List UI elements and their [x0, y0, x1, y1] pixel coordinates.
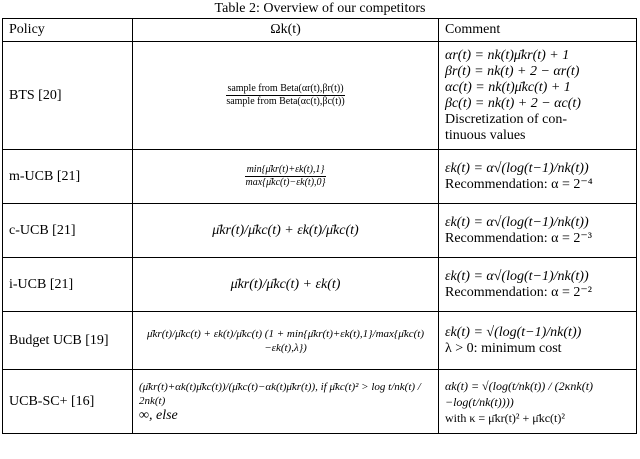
- comment-line: Recommendation: α = 2⁻⁴: [445, 176, 593, 192]
- competitors-table: [2, 18, 637, 434]
- table-row: [3, 370, 637, 434]
- comment-line: Discretization of con-: [445, 111, 568, 127]
- policy-cell: Budget UCB [19]: [3, 312, 133, 370]
- omega-expression: [139, 277, 432, 293]
- comment-line: βr(t) = nk(t) + 2 − αr(t): [445, 63, 580, 79]
- omega-cell: [133, 150, 439, 204]
- policy-cell: c-UCB [21]: [3, 204, 133, 258]
- header-policy: Policy: [3, 19, 133, 42]
- omega-numerator: sample from Beta(αr(t),βr(t)): [227, 83, 344, 94]
- omega-expression: [139, 223, 432, 239]
- comment-cell: [439, 312, 637, 370]
- comment-line: Recommendation: α = 2⁻³: [445, 230, 592, 246]
- omega-numerator: μ̄kr(t)/μ̄kc(t): [212, 222, 281, 238]
- omega-numerator: μ̄kr(t)/μ̄kc(t): [230, 276, 300, 292]
- table-row: [3, 150, 637, 204]
- omega-numerator: min{μ̄kr(t)+εk(t),1}: [246, 164, 325, 175]
- omega-fraction: [226, 84, 344, 107]
- comment-line: λ > 0: minimum cost: [445, 340, 562, 356]
- table-header-row: [3, 19, 637, 42]
- comment-line: βc(t) = nk(t) + 2 − αc(t): [445, 95, 581, 111]
- omega-case-1: (μ̄kr(t)+αk(t)μ̄kc(t))/(μ̄kc(t)−αk(t)μ̄kr(t)), if μ̄kc(t)² > log t/nk(t) / 2nk(t): [139, 380, 421, 407]
- comment-line: αk(t) = √(log(t/nk(t)) / (2κnk(t)−log(t/nk(t)))): [445, 378, 594, 409]
- table-row: [3, 42, 637, 150]
- comment-line: εk(t) = √(log(t−1)/nk(t)): [445, 324, 582, 340]
- policy-cell: i-UCB [21]: [3, 258, 133, 312]
- comment-cell: [439, 204, 637, 258]
- omega-cell: [133, 42, 439, 150]
- comment-cell: [439, 258, 637, 312]
- comment-line: αr(t) = nk(t)μ̄kr(t) + 1: [445, 47, 570, 63]
- omega-case-2: ∞, else: [139, 407, 178, 423]
- omega-cell: [133, 258, 439, 312]
- comment-line: εk(t) = α√(log(t−1)/nk(t)): [445, 214, 589, 230]
- omega-cell: [133, 204, 439, 258]
- omega-expression: μ̄kr(t)/μ̄kc(t) + εk(t)/μ̄kc(t) (1 + min{μ̄kr(t)+εk(t),1}/max{μ̄kc(t)−εk(t),λ}): [147, 327, 424, 354]
- header-comment: Comment: [439, 19, 637, 42]
- table-row: [3, 204, 637, 258]
- comment-line: Recommendation: α = 2⁻²: [445, 284, 592, 300]
- table-caption: Table 2: Overview of our competitors: [214, 1, 426, 16]
- comment-line: εk(t) = α√(log(t−1)/nk(t)): [445, 160, 589, 176]
- comment-line: εk(t) = α√(log(t−1)/nk(t)): [445, 268, 589, 284]
- omega-cell: [133, 370, 439, 434]
- table-row: [3, 312, 637, 370]
- omega-denominator: + εk(t): [302, 276, 341, 292]
- comment-line: with κ = μ̄kr(t)² + μ̄kc(t)²: [445, 410, 565, 425]
- policy-cell: UCB-SC+ [16]: [3, 370, 133, 434]
- omega-denominator: sample from Beta(αc(t),βc(t)): [226, 96, 345, 107]
- omega-denominator: max{μ̄kc(t)−εk(t),0}: [245, 177, 326, 188]
- omega-cell: [133, 312, 439, 370]
- omega-fraction: [245, 165, 325, 188]
- policy-cell: BTS [20]: [3, 42, 133, 150]
- comment-line: αc(t) = nk(t)μ̄kc(t) + 1: [445, 79, 571, 95]
- policy-cell: m-UCB [21]: [3, 150, 133, 204]
- comment-cell: [439, 42, 637, 150]
- omega-denominator: + εk(t)/μ̄kc(t): [284, 222, 359, 238]
- header-omega: Ωk(t): [133, 19, 439, 42]
- table-row: [3, 258, 637, 312]
- comment-cell: [439, 150, 637, 204]
- comment-cell: [439, 370, 637, 434]
- comment-line: tinuous values: [445, 127, 526, 143]
